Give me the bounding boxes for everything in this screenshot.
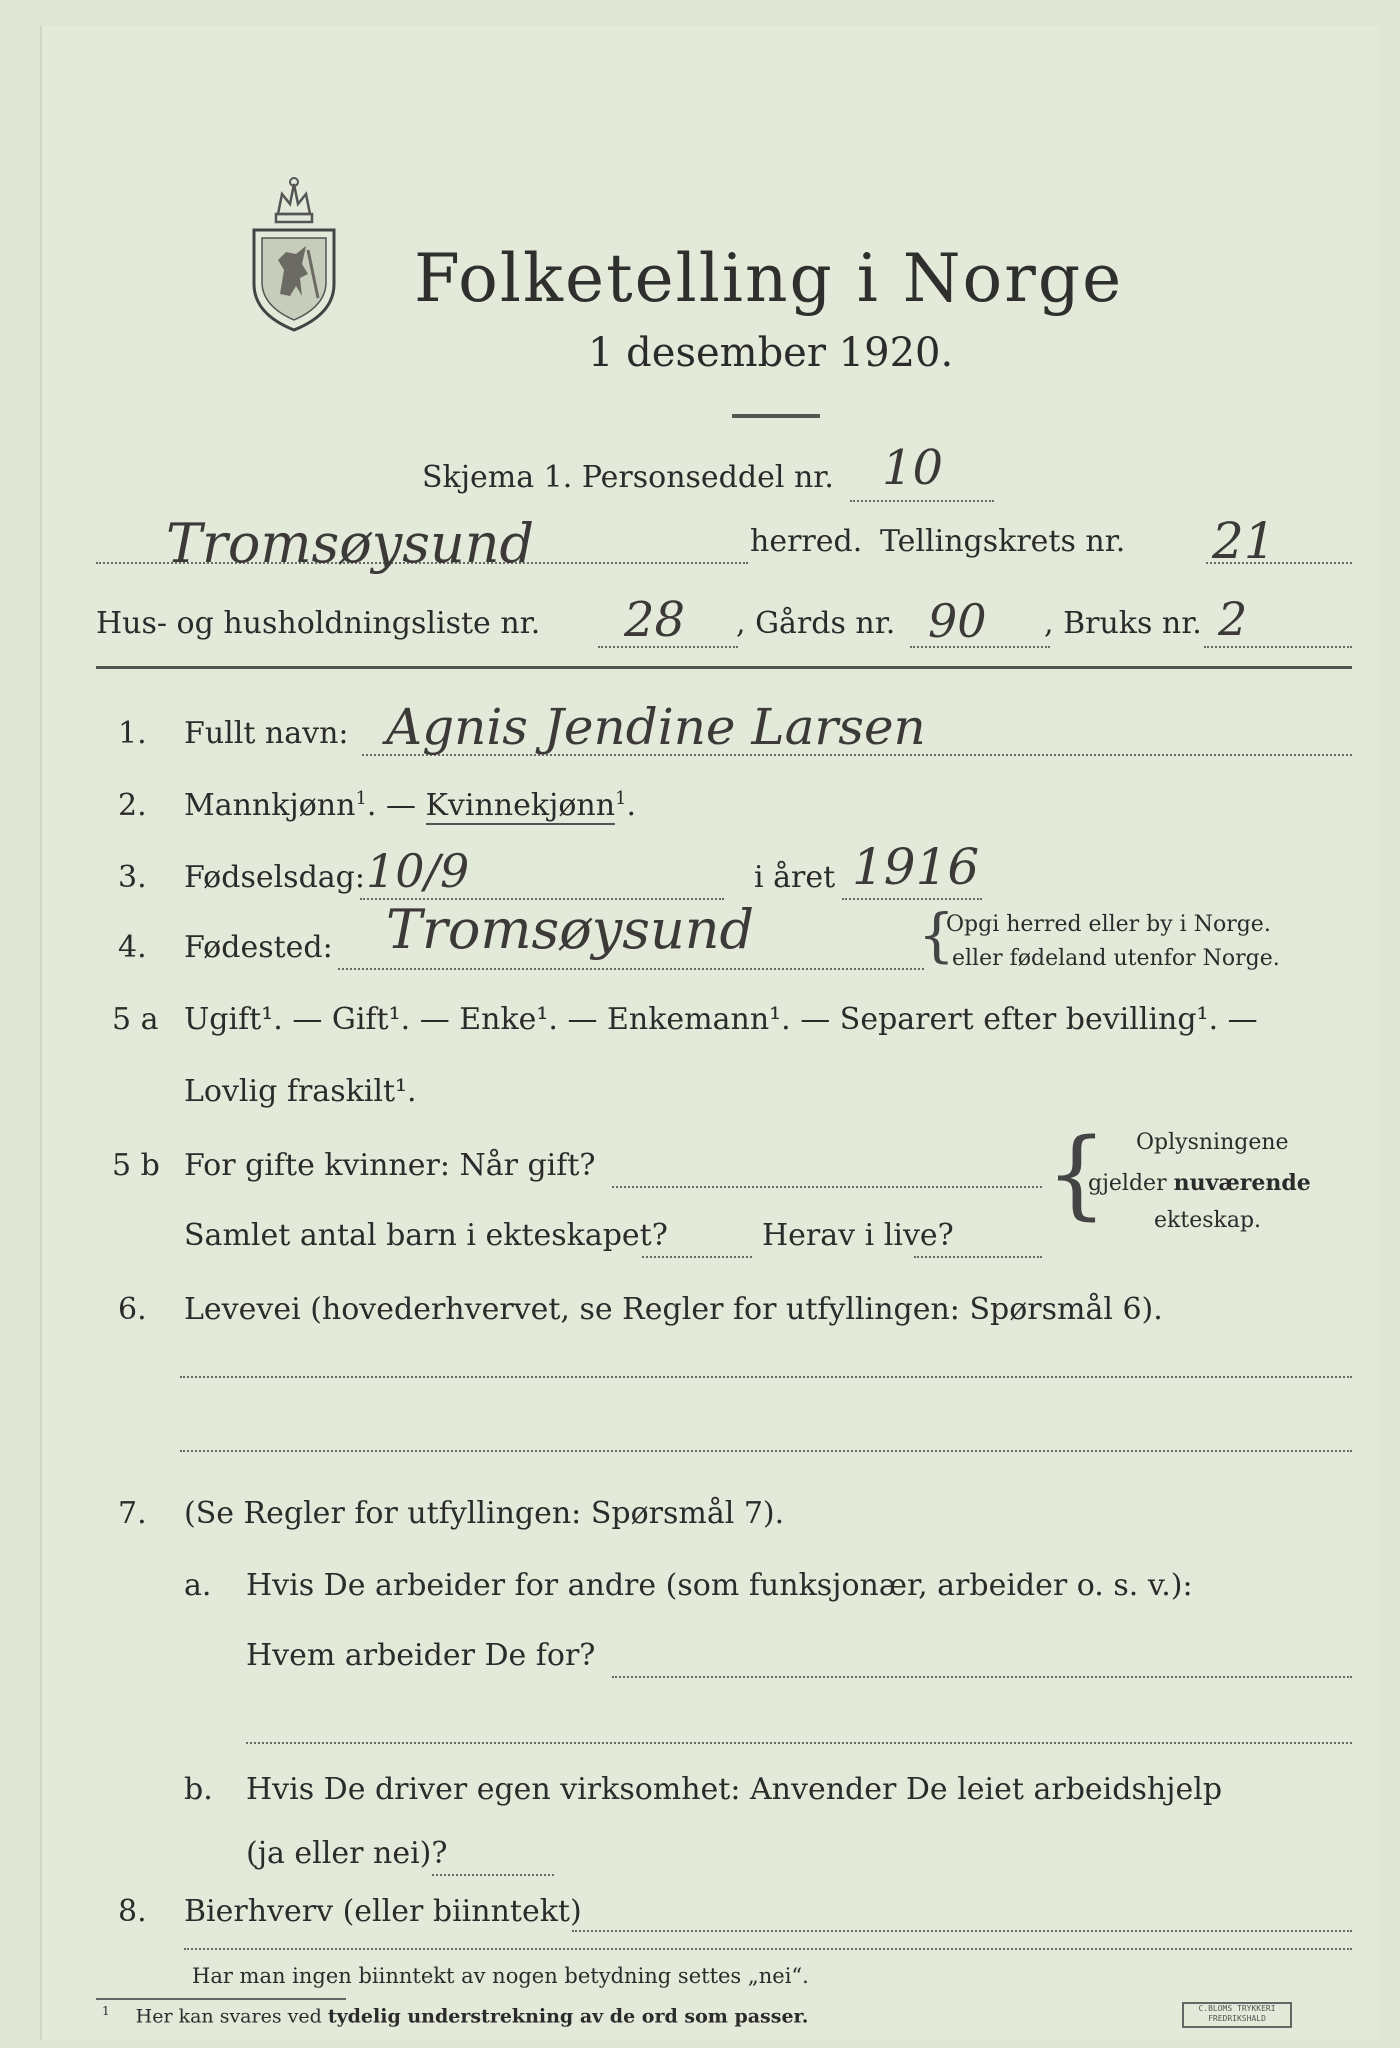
q5b-children-label: Samlet antal barn i ekteskapet? <box>184 1218 668 1253</box>
census-date: 1 desember 1920. <box>588 330 954 376</box>
q7a-question: Hvis De arbeider for andre (som funksjonær, arbeider o. s. v.): <box>246 1568 1193 1603</box>
form-title: Folketelling i Norge <box>414 240 1124 317</box>
q2-separator: . — <box>366 788 426 823</box>
schema-number-value: 10 <box>882 440 944 496</box>
q5b-note-line1: Oplysningene <box>1136 1130 1289 1155</box>
q5b-note-line3: ekteskap. <box>1154 1208 1262 1233</box>
q3-birthday-value: 10/9 <box>366 844 470 898</box>
q2-male-footnote-mark: 1 <box>355 788 367 809</box>
q5a-marital-options: Ugift¹. — Gift¹. — Enke¹. — Enkemann¹. — Separert efter bevilling¹. — <box>184 1002 1258 1037</box>
husliste-value: 28 <box>624 592 686 648</box>
q7-label: (Se Regler for utfyllingen: Spørsmål 7). <box>184 1496 785 1531</box>
q5b-alive-label: Herav i live? <box>762 1218 954 1253</box>
tellingskrets-label: Tellingskrets nr. <box>880 524 1126 559</box>
q6-label: Levevei (hovederhvervet, se Regler for utfyllingen: Spørsmål 6). <box>184 1292 1163 1327</box>
q4-birthplace-value: Tromsøysund <box>386 898 755 961</box>
q5b-brace: { <box>1046 1118 1108 1230</box>
footnote-mark: 1 <box>102 2004 110 2018</box>
q3-label: Fødselsdag: <box>184 860 365 895</box>
q3-number: 3. <box>118 860 147 895</box>
header-divider <box>96 666 1352 669</box>
footnote-text-start: Her kan svares ved <box>135 2005 328 2028</box>
tellingskrets-value: 21 <box>1212 512 1276 570</box>
q5b-note-line2 <box>1088 1170 1311 1196</box>
q7a-employer-label: Hvem arbeider De for? <box>246 1638 596 1673</box>
q6-line2 <box>180 1450 1352 1452</box>
printer-stamp-line2: FREDRIKSHALD <box>1208 2014 1266 2023</box>
q4-number: 4. <box>118 930 147 965</box>
printer-stamp <box>1182 2002 1292 2028</box>
q1-full-name-value: Agnis Jendine Larsen <box>386 698 926 756</box>
q2-number: 2. <box>118 788 147 823</box>
q4-line <box>338 968 924 970</box>
q8-number: 8. <box>118 1894 147 1929</box>
q3-year-value: 1916 <box>852 838 980 896</box>
q2-gender-options <box>184 788 636 823</box>
q7a-letter: a. <box>184 1568 212 1603</box>
schema-label: Skjema 1. Personseddel nr. <box>422 460 834 495</box>
q5b-when-married-label: For gifte kvinner: Når gift? <box>184 1148 596 1183</box>
q7b-yes-no-label: (ja eller nei)? <box>246 1836 448 1871</box>
q8-line <box>572 1930 1352 1932</box>
q1-number: 1. <box>118 716 147 751</box>
q4-note-line1: Opgi herred eller by i Norge. <box>946 912 1271 937</box>
q7a-employer-line <box>612 1676 1352 1678</box>
q6-line1 <box>180 1376 1352 1378</box>
herred-value: Tromsøysund <box>166 512 535 575</box>
q8-line2 <box>184 1948 1352 1950</box>
bruks-line <box>1204 646 1352 648</box>
q8-label: Bierhverv (eller biinntekt) <box>184 1894 582 1929</box>
title-divider <box>732 414 820 418</box>
q4-note-line2: eller fødeland utenfor Norge. <box>952 946 1280 971</box>
q7a-employer-line2 <box>246 1742 1352 1744</box>
bruks-value: 2 <box>1218 592 1248 646</box>
q7b-yes-no-line <box>432 1874 554 1876</box>
q5a-divorced-option: Lovlig fraskilt¹. <box>184 1074 417 1109</box>
q7b-question: Hvis De driver egen virksomhet: Anvender De leiet arbeidshjelp <box>246 1772 1223 1807</box>
norwegian-coat-of-arms-icon <box>248 174 340 334</box>
q2-end: . <box>626 788 637 823</box>
gards-value: 90 <box>928 594 987 648</box>
q7b-letter: b. <box>184 1772 213 1807</box>
q6-number: 6. <box>118 1292 147 1327</box>
q7-number: 7. <box>118 1496 147 1531</box>
printer-stamp-line1: C.BLOMS TRYKKERI <box>1198 2004 1276 2013</box>
q5b-note-applies: gjelder <box>1088 1171 1174 1196</box>
footnote-text-end: ord som passer. <box>635 2005 809 2028</box>
no-income-note-text: Har man ingen biinntekt av nogen betydning settes „nei“. <box>192 1964 809 1988</box>
q5b-number: 5 b <box>112 1148 160 1183</box>
q5b-alive-line <box>914 1256 1042 1258</box>
q4-brace: { <box>918 901 955 969</box>
schema-number-line <box>850 500 994 502</box>
q2-male-option: Mannkjønn <box>184 788 356 823</box>
footnote-text-bold: tydelig understrekning av de <box>327 2005 636 2028</box>
q3-year-line <box>842 898 982 900</box>
q5b-children-line <box>642 1256 752 1258</box>
q2-female-option: Kvinnekjønn <box>425 788 616 823</box>
q5a-number: 5 a <box>112 1002 159 1037</box>
footnote-divider <box>96 1998 346 2000</box>
q4-label: Fødested: <box>184 930 333 965</box>
q1-label: Fullt navn: <box>184 716 349 751</box>
gards-label: , Gårds nr. <box>736 606 896 641</box>
q5b-when-married-line <box>612 1186 1042 1188</box>
q3-year-label: i året <box>754 860 836 895</box>
bruks-label: , Bruks nr. <box>1044 606 1202 641</box>
footnote <box>102 2004 808 2027</box>
herred-label: herred. <box>750 524 863 559</box>
husliste-label: Hus- og husholdningsliste nr. <box>96 606 541 641</box>
q2-female-footnote-mark: 1 <box>615 788 627 809</box>
q5b-note-current: nuværende <box>1173 1170 1311 1196</box>
census-form-sheet <box>40 26 1380 2040</box>
